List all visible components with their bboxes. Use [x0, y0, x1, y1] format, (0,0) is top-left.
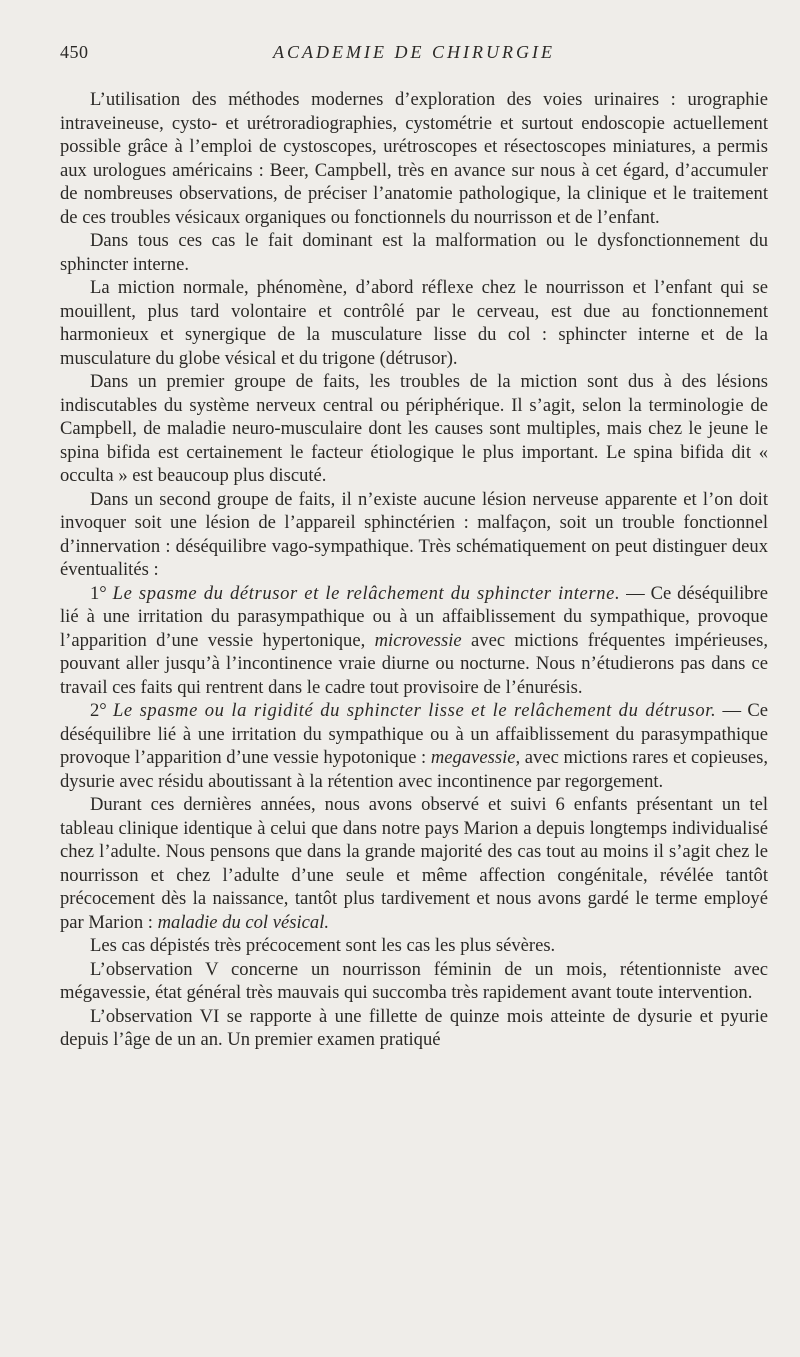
paragraph-text: avec mictions fréquentes impérieuses, pouvant aller jusqu’à l’incontinence vraie diurne ou nocturne. Nous n’étudierons pas dans ce travail ces faits qui rentrent dans le cadre tout provisoire de l’énurésis. — [60, 629, 768, 698]
paragraph-text: avec mictions rares et copieuses, dysurie avec résidu aboutissant à la rétention avec incontinence par regorgement. — [60, 747, 768, 792]
paragraph: L’utilisation des méthodes modernes d’exploration des voies urinaires : urographie intraveineuse, cysto- et urétroradiographies, cystométrie et surtout endoscopie actuellement possible grâce à l’emploi de cystoscopes, urétroscopes et résectoscopes miniatures, a permis aux urologues américains : Beer, Campbell, très en avance sur nous à cet égard, d’accumuler de nombreuses observations, de préciser l’anatomie pathologique, la clinique et le traitement de ces troubles vésicaux organiques ou fonctionnels du nourrisson et de l’enfant. — [60, 89, 768, 228]
body-text — [60, 88, 768, 1052]
section-title-italic: Le spasme ou la rigidité du sphincter lisse et le relâchement du détrusor. — [112, 700, 717, 721]
emphasized-term: microvessie — [374, 629, 462, 651]
paragraph — [60, 699, 768, 793]
paragraph: L’observation VI se rapporte à une fillette de quinze mois atteinte de dysurie et pyurie depuis l’âge de un an. Un premier examen pratiqué — [60, 1005, 768, 1050]
paragraph — [60, 793, 768, 934]
emphasized-term: megavessie, — [430, 747, 521, 768]
journal-title: ACADEMIE DE CHIRURGIE — [273, 42, 555, 62]
paragraph: Les cas dépistés très précocement sont les cas les plus sévères. — [90, 935, 556, 956]
paragraph — [60, 582, 768, 700]
section-title-italic: Le spasme du détrusor et le relâchement du sphincter interne. — [112, 582, 621, 604]
list-number: 1° — [90, 582, 113, 604]
list-number: 2° — [90, 700, 113, 721]
paragraph-text: — Ce déséquilibre lié à une irritation du sympathique ou à un affaiblissement du parasympathique provoque l’apparition d’une vessie hypotonique : — [60, 700, 769, 768]
running-head — [60, 42, 768, 70]
paragraph: Dans un second groupe de faits, il n’existe aucune lésion nerveuse apparente et l’on doit invoquer soit une lésion de l’appareil sphinctérien : malfaçon, soit un trouble fonctionnel d’innervation : déséquilibre vago-sympathique. Très schématiquement on peut distinguer deux éventualités : — [60, 488, 768, 580]
paragraph-text: — Ce déséquilibre lié à une irritation du parasympathique ou à un affaiblissement du sympathique, provoque l’apparition d’une vessie hypertonique, — [60, 582, 768, 651]
paragraph: La miction normale, phénomène, d’abord réflexe chez le nourrisson et l’enfant qui se mouillent, plus tard volontaire et contrôlé par le cerveau, est due au fonctionnement harmonieux et synergique de la musculature lisse du col : sphincter interne et de la musculature du globe vésical et du trigone (détrusor). — [60, 277, 768, 369]
paragraph: Dans un premier groupe de faits, les troubles de la miction sont dus à des lésions indiscutables du système nerveux central ou périphérique. Il s’agit, selon la terminologie de Campbell, de maladie neuro-musculaire dont les causes sont multiples, mais chez le jeune le spina bifida est certainement le facteur étiologique le plus important. Le spina bifida dit « occulta » est beaucoup plus discuté. — [60, 371, 768, 486]
paragraph-text: Durant ces dernières années, nous avons observé et suivi 6 enfants présentant un tel tableau clinique identique à celui que dans notre pays Marion a depuis longtemps individualisé chez l’adulte. Nous pensons que dans la grande majorité des cas tout au moins il s’agit chez le nourrisson et chez l’adulte d’une seule et même affection congénitale, révélée tantôt précocement dès la naissance, tantôt plus tardivement et nous avons gardé le terme employé par Marion : — [60, 794, 768, 933]
page-number: 450 — [60, 42, 89, 62]
emphasized-term: maladie du col vésical. — [157, 911, 330, 933]
paragraph: L’observation V concerne un nourrisson féminin de un mois, rétentionniste avec mégavessie, état général très mauvais qui succomba très rapidement avant toute intervention. — [60, 958, 768, 1003]
paragraph: Dans tous ces cas le fait dominant est la malformation ou le dysfonctionnement du sphincter interne. — [60, 230, 768, 275]
